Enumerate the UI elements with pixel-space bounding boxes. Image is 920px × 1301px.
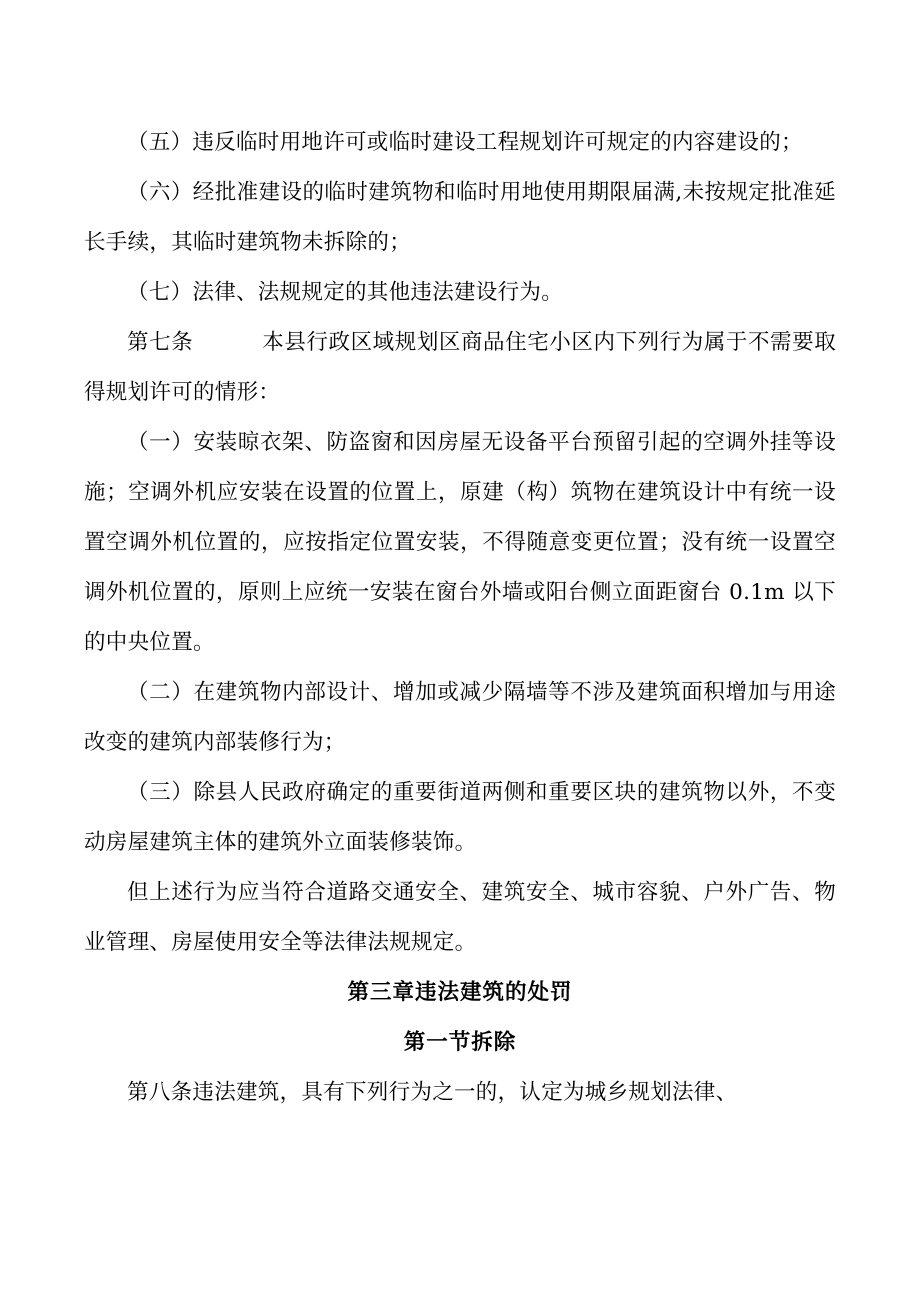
document-body — [84, 118, 836, 1118]
article-7-text: 本县行政区域规划区商品住宅小区内下列行为属于不需要取得规划许可的情形： — [84, 330, 836, 405]
paragraph-article-7 — [84, 318, 836, 418]
heading-section-1: 第一节拆除 — [403, 1030, 517, 1055]
paragraph-article-8: 第八条违法建筑，具有下列行为之一的，认定为城乡规划法律、 — [127, 1080, 738, 1105]
paragraph-article-7-item-3: （三）除县人民政府确定的重要街道两侧和重要区块的建筑物以外，不变动房屋建筑主体的建筑外立面装修装饰。 — [84, 780, 836, 855]
paragraph-article-7-item-1: （一）安装晾衣架、防盗窗和因房屋无设备平台预留引起的空调外挂等设施；空调外机应安装在设置的位置上，原建（构）筑物在建筑设计中有统一设置空调外机位置的，应按指定位置安装，不得随意变更位置；没有统一设置空调外机位置的，原则上应统一安装在窗台外墙或阳台侧立面距窗台 0.1m 以下的中央位置。 — [84, 430, 836, 655]
paragraph-item-6: （六）经批准建设的临时建筑物和临时用地使用期限届满,未按规定批准延长手续，其临时建筑物未拆除的； — [84, 180, 836, 255]
paragraph-article-7-item-2: （二）在建筑物内部设计、增加或减少隔墙等不涉及建筑面积增加与用途改变的建筑内部装修行为； — [84, 680, 836, 755]
paragraph-article-7-closing: 但上述行为应当符合道路交通安全、建筑安全、城市容貌、户外广告、物业管理、房屋使用安全等法律法规规定。 — [84, 880, 836, 955]
paragraph-item-7: （七）法律、法规规定的其他违法建设行为。 — [127, 280, 564, 305]
paragraph-item-5: （五）违反临时用地许可或临时建设工程规划许可规定的内容建设的； — [127, 130, 803, 155]
article-7-number: 第七条 — [127, 330, 194, 355]
heading-chapter-3: 第三章违法建筑的处罚 — [347, 980, 573, 1005]
